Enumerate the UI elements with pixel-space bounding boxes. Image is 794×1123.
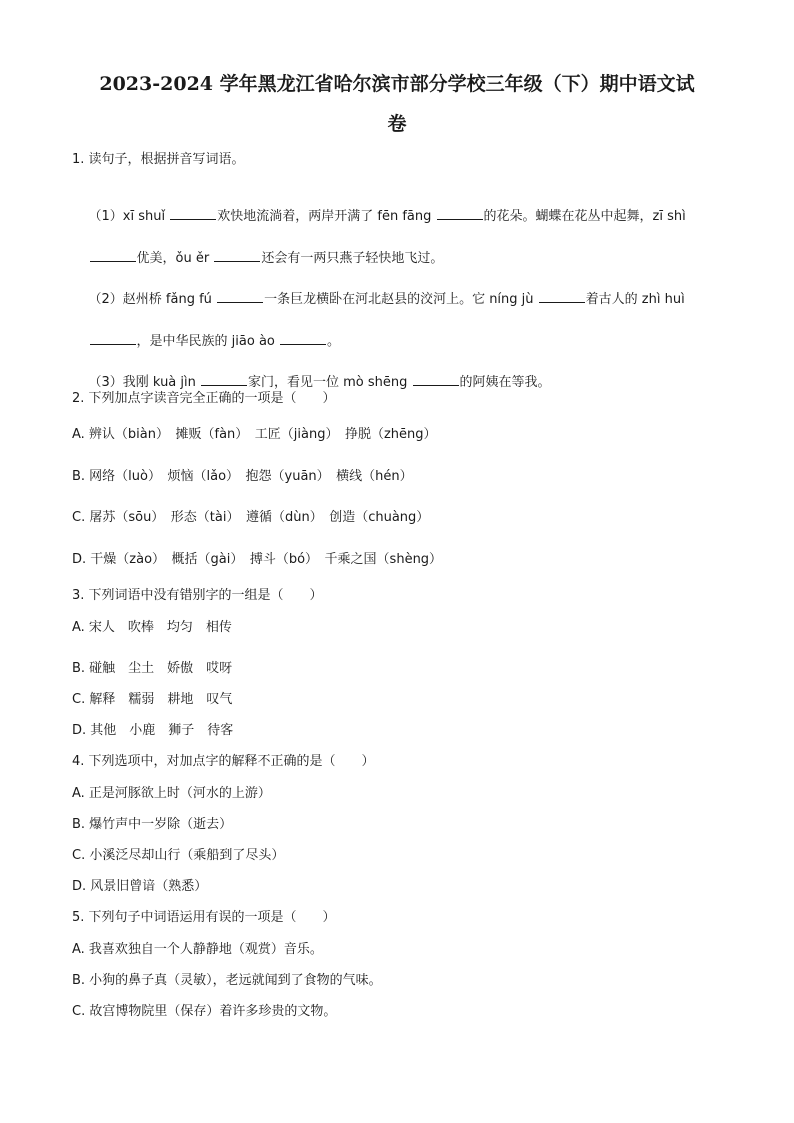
answer-blank[interactable] [90,249,136,262]
q2-option-a[interactable]: A. 辨认（biàn） 摊贩（fàn） 工匠（jiàng） 挣脱（zhēng） [72,427,437,442]
answer-blank[interactable] [90,332,136,345]
text-segment: ，是中华民族的 jiāo ào [136,334,279,349]
question-1-stem: 1. 读句子，根据拼音写词语。 [72,152,245,167]
question-5-stem: 5. 下列句子中词语运用有误的一项是（ ） [72,910,336,925]
q5-option-a[interactable]: A. 我喜欢独自一个人静静地（观赏）音乐。 [72,942,323,957]
text-segment: （2）赵州桥 fǎng fú [88,292,217,307]
q2-option-b[interactable]: B. 网络（luò） 烦恼（lǎo） 抱怨（yuān） 横线（hén） [72,469,413,484]
q4-option-a[interactable]: A. 正是河豚欲上时（河水的上游） [72,786,271,801]
text-segment: 的花朵。蝴蝶在花丛中起舞，zī shì [483,209,686,224]
answer-blank[interactable] [217,290,263,303]
answer-blank[interactable] [539,290,585,303]
answer-blank[interactable] [201,373,247,386]
q5-option-c[interactable]: C. 故宫博物院里（保存）着许多珍贵的文物。 [72,1004,337,1019]
answer-blank[interactable] [280,332,326,345]
text-segment: 优美，ǒu ěr [136,251,214,266]
question-4-stem: 4. 下列选项中，对加点字的解释不正确的是（ ） [72,754,375,769]
q2-option-c[interactable]: C. 屠苏（sōu） 形态（tài） 遵循（dùn） 创造（chuàng） [72,510,430,525]
answer-blank[interactable] [437,207,483,220]
text-segment: （1）xī shuǐ [88,209,170,224]
q4-option-d[interactable]: D. 风景旧曾谙（熟悉） [72,879,208,894]
title-line-1: 2023-2024 学年黑龙江省哈尔滨市部分学校三年级（下）期中语文试 [99,73,695,95]
answer-blank[interactable] [214,249,260,262]
q4-option-b[interactable]: B. 爆竹声中一岁除（逝去） [72,817,233,832]
q3-option-d[interactable]: D. 其他 小鹿 狮子 待客 [72,723,234,738]
q3-option-c[interactable]: C. 解释 糯弱 耕地 叹气 [72,692,233,707]
answer-blank[interactable] [413,373,459,386]
text-segment: （3）我刚 kuà jìn [88,375,200,390]
title-line-2: 卷 [387,113,407,135]
text-segment: 一条巨龙横卧在河北赵县的洨河上。它 níng jù [264,292,538,307]
q2-option-d[interactable]: D. 干燥（zào） 概括（gài） 搏斗（bó） 千乘之国（shèng） [72,552,443,567]
text-segment: 还会有一两只燕子轻快地飞过。 [261,251,444,266]
text-segment: 的阿姨在等我。 [459,375,551,390]
question-2-stem: 2. 下列加点字读音完全正确的一项是（ ） [72,391,336,406]
q3-option-b[interactable]: B. 碰触 尘土 娇傲 哎呀 [72,661,233,676]
q4-option-c[interactable]: C. 小溪泛尽却山行（乘船到了尽头） [72,848,285,863]
question-3-stem: 3. 下列词语中没有错别字的一组是（ ） [72,588,323,603]
q3-option-a[interactable]: A. 宋人 吹棒 均匀 相传 [72,620,232,635]
text-segment: 欢快地流淌着，两岸开满了 fēn fāng [217,209,436,224]
text-segment: 家门，看见一位 mò shēng [248,375,412,390]
text-segment: 。 [327,334,341,349]
q5-option-b[interactable]: B. 小狗的鼻子真（灵敏），老远就闻到了食物的气味。 [72,973,382,988]
text-segment: 着古人的 zhì huì [585,292,685,307]
answer-blank[interactable] [170,207,216,220]
